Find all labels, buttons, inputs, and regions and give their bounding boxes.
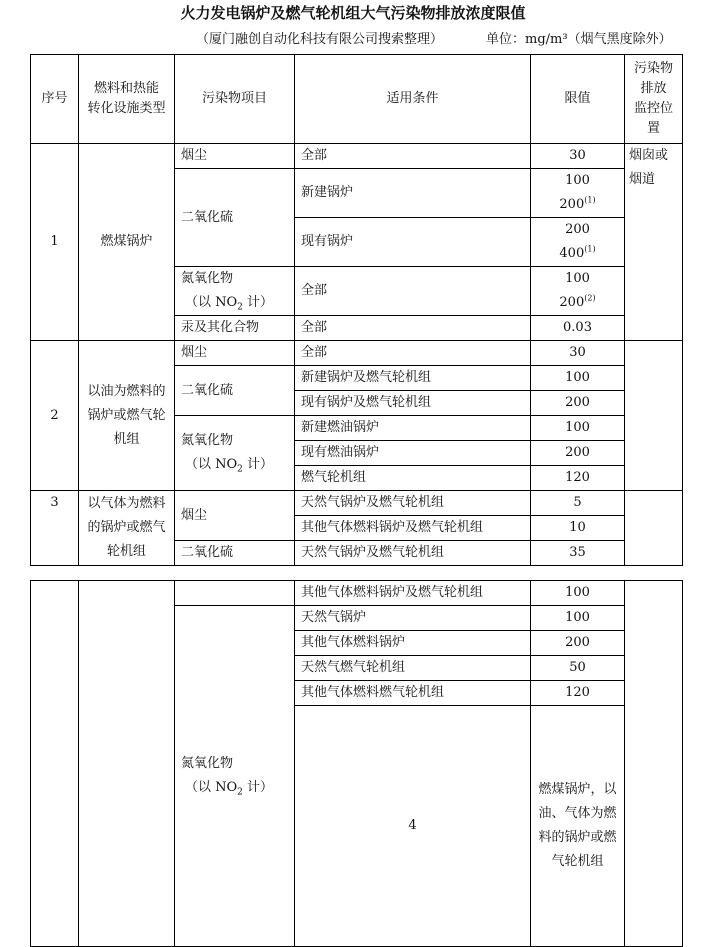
condition-cell: 其他气体燃料锅炉及燃气轮机组 [295,581,531,606]
condition-cell: 全部 [295,267,531,316]
header-pollutant: 污染物项目 [175,55,295,144]
limit-cell: 200 [531,218,625,243]
condition-cell: 现有燃油锅炉 [295,441,531,466]
limit-cell: 50 [531,656,625,681]
seq-cell: 4 [295,706,531,947]
header-condition: 适用条件 [295,55,531,144]
header-monitor: 污染物排放 监控位置 [625,55,683,144]
condition-cell: 新建锅炉及燃气轮机组 [295,366,531,391]
limit-cell: 5 [531,491,625,516]
fuel-type-cell: 燃煤锅炉，以 油、气体为燃 料的锅炉或燃 气轮机组 [531,706,625,947]
seq-cell: 1 [31,144,79,341]
limit-cell: 200 [531,631,625,656]
limit-cell: 200$^{(1)}$ [531,193,625,218]
pollutant-cell: 二氧化硫 [175,541,295,566]
table-row [31,581,683,606]
condition-cell: 全部 [295,341,531,366]
limit-cell: 400$^{(1)}$ [531,242,625,267]
limit-cell: 100 [531,169,625,194]
fuel-type-cell [79,581,175,947]
pollutant-cell [175,581,295,606]
condition-cell: 天然气燃气轮机组 [295,656,531,681]
limit-cell: 100 [531,416,625,441]
emission-limits-table [30,54,683,947]
pollutant-cell: 氮氧化物 （以 $NO_2$ 计） [175,267,295,316]
seq-cell: 2 [31,341,79,491]
limit-cell: 35 [531,541,625,566]
unit-note: 单位：mg/m³（烟气黑度除外） [486,32,672,47]
condition-cell: 全部 [295,144,531,169]
limit-cell: 100 200$^{(2)}$ [531,267,625,316]
limit-cell: 100 [531,366,625,391]
limit-cell: 200 [531,441,625,466]
limit-cell: 30 [531,144,625,169]
pollutant-cell: 汞及其化合物 [175,316,295,341]
pollutant-cell: 二氧化硫 [175,366,295,416]
table-row [31,491,683,516]
condition-cell: 新建燃油锅炉 [295,416,531,441]
pollutant-cell: 氮氧化物 （以 $NO_2$ 计） [175,416,295,491]
condition-cell: 天然气锅炉及燃气轮机组 [295,541,531,566]
table-row [31,341,683,366]
limit-cell: 100 [531,606,625,631]
condition-cell: 天然气锅炉及燃气轮机组 [295,491,531,516]
limit-cell: 120 [531,681,625,706]
document-subtitle: （厦门融创自动化科技有限公司搜索整理） [196,32,444,47]
limit-cell: 120 [531,466,625,491]
monitor-cell [625,581,683,947]
condition-cell: 其他气体燃料燃气轮机组 [295,681,531,706]
condition-cell: 现有锅炉及燃气轮机组 [295,391,531,416]
header-seq: 序号 [31,55,79,144]
limit-cell: 200 [531,391,625,416]
fuel-type-cell: 以油为燃料的 锅炉或燃气轮 机组 [79,341,175,491]
limit-cell: 100 [531,581,625,606]
header-limit: 限值 [531,55,625,144]
fuel-type-cell: 燃煤锅炉 [79,144,175,341]
pollutant-cell: 二氧化硫 [175,169,295,267]
monitor-cell: 烟囱或烟道 [625,144,683,341]
monitor-cell [625,341,683,491]
limit-cell: 0.03 [531,316,625,341]
condition-cell: 全部 [295,316,531,341]
seq-cell [31,581,79,947]
pollutant-cell: 烟尘 [175,491,295,541]
page-break-gap [31,566,683,581]
limit-cell: 30 [531,341,625,366]
pollutant-cell: 烟尘 [175,144,295,169]
condition-cell: 燃气轮机组 [295,466,531,491]
table-header [31,55,683,144]
condition-cell: 新建锅炉 [295,169,531,218]
monitor-cell [625,491,683,566]
condition-cell: 天然气锅炉 [295,606,531,631]
fuel-type-cell: 以气体为燃料 的锅炉或燃气 轮机组 [79,491,175,566]
condition-cell: 现有锅炉 [295,218,531,267]
header-fuel-type: 燃料和热能 转化设施类型 [79,55,175,144]
limit-cell: 10 [531,516,625,541]
seq-cell: 3 [31,491,79,566]
pollutant-cell: 烟尘 [175,341,295,366]
document-title: 火力发电锅炉及燃气轮机组大气污染物排放浓度限值 [180,4,526,22]
condition-cell: 其他气体燃料锅炉及燃气轮机组 [295,516,531,541]
pollutant-cell: 氮氧化物 （以 $NO_2$ 计） [175,606,295,947]
condition-cell: 其他气体燃料锅炉 [295,631,531,656]
table-row [31,144,683,169]
